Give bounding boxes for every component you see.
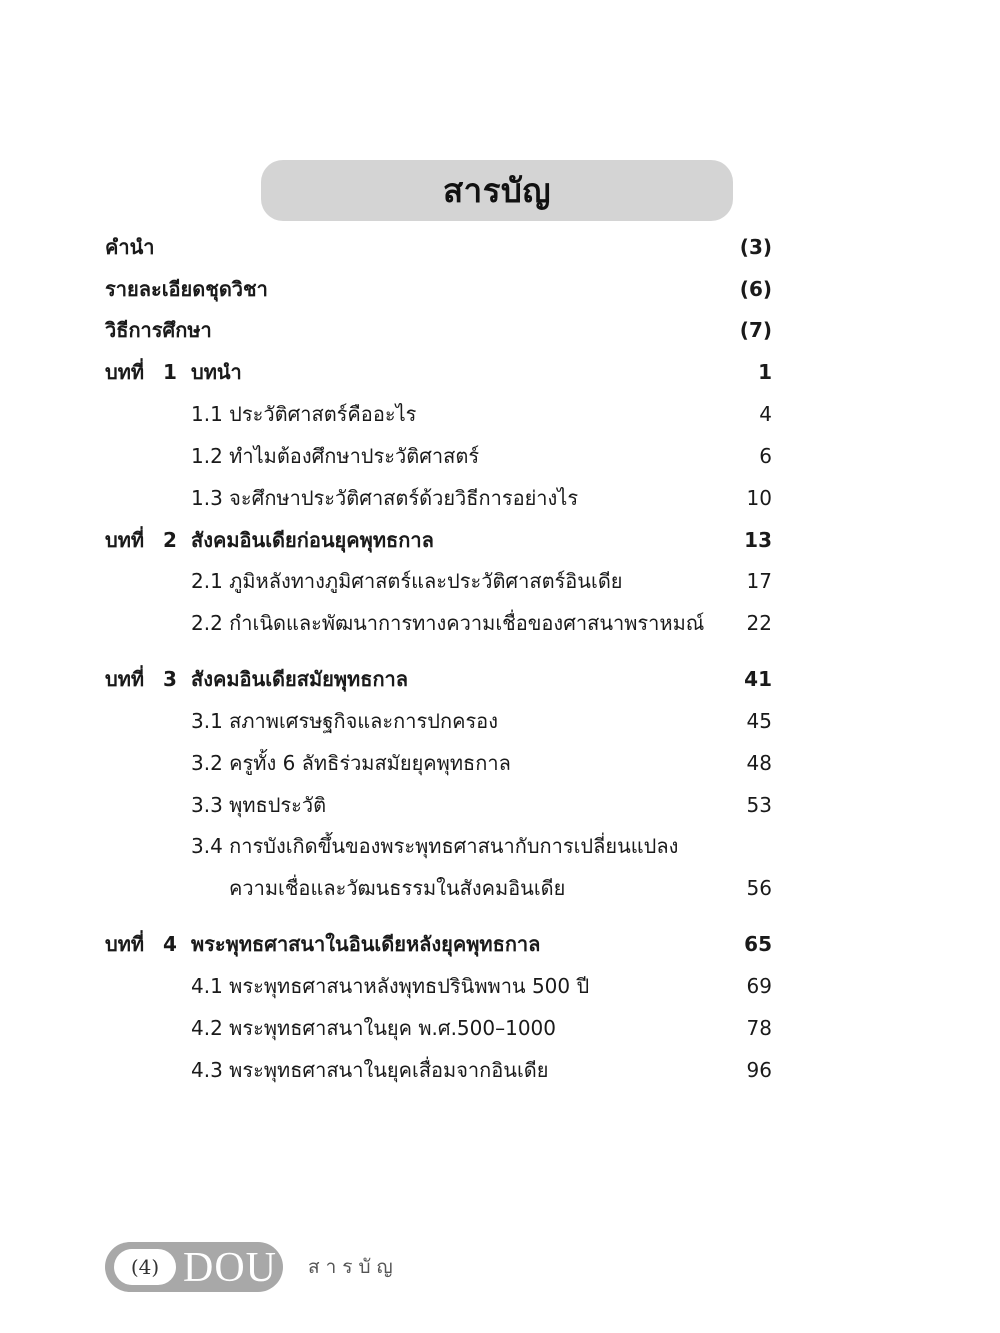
toc-section-3-2[interactable]	[0, 748, 1000, 778]
section-label: 1.3 จะศึกษาประวัติศาสตร์ด้วยวิธีการอย่างไร	[191, 486, 579, 510]
toc-section-4-3[interactable]	[0, 1055, 1000, 1085]
toc-section-2-2[interactable]	[0, 608, 1000, 638]
toc-section-1-1[interactable]	[0, 399, 1000, 429]
toc-chapter-1[interactable]	[0, 357, 1000, 387]
chapter-number: 1	[163, 360, 177, 384]
chapter-number: 2	[163, 528, 177, 552]
section-page: 78	[746, 1016, 772, 1040]
toc-section-3-1[interactable]	[0, 706, 1000, 736]
chapter-page: 65	[744, 932, 772, 956]
section-page: 10	[746, 486, 772, 510]
section-page: 6	[759, 444, 772, 468]
toc-entry-page: (3)	[739, 235, 772, 259]
chapter-title: สังคมอินเดียก่อนยุคพุทธกาล	[191, 528, 434, 552]
chapter-page: 13	[744, 528, 772, 552]
section-label: 3.3 พุทธประวัติ	[191, 793, 327, 817]
toc-chapter-4[interactable]	[0, 929, 1000, 959]
section-label: 1.2 ทำไมต้องศึกษาประวัติศาสตร์	[191, 444, 480, 468]
section-page: 69	[746, 974, 772, 998]
section-page: 96	[746, 1058, 772, 1082]
section-label: 4.3 พระพุทธศาสนาในยุคเสื่อมจากอินเดีย	[191, 1058, 549, 1082]
section-page: 17	[746, 569, 772, 593]
toc-entry-foreword[interactable]	[0, 232, 1000, 262]
section-page: 48	[746, 751, 772, 775]
footer-badge	[105, 1242, 283, 1292]
section-page: 53	[746, 793, 772, 817]
toc-section-3-4[interactable]	[0, 831, 1000, 861]
chapter-title: บทนำ	[191, 360, 242, 384]
section-label: 3.4 การบังเกิดขึ้นของพระพุทธศาสนากับการเปลี่ยนแปลง	[191, 834, 679, 858]
chapter-page: 1	[758, 360, 772, 384]
section-label: 2.2 กำเนิดและพัฒนาการทางความเชื่อของศาสนาพราหมณ์	[191, 611, 705, 635]
footer-page-number: (4)	[114, 1249, 176, 1285]
toc-entry-label: คำนำ	[105, 235, 155, 259]
chapter-title: พระพุทธศาสนาในอินเดียหลังยุคพุทธกาล	[191, 932, 541, 956]
footer-section-name: สารบัญ	[308, 1256, 399, 1278]
footer-brand-logo: DOU	[183, 1245, 277, 1291]
chapter-number: 3	[163, 667, 177, 691]
section-label: 4.2 พระพุทธศาสนาในยุค พ.ศ.500–1000	[191, 1016, 556, 1040]
toc-chapter-3[interactable]	[0, 664, 1000, 694]
section-label: 2.1 ภูมิหลังทางภูมิศาสตร์และประวัติศาสตร์อินเดีย	[191, 569, 623, 593]
toc-section-3-4-continuation[interactable]	[0, 873, 1000, 903]
toc-section-2-1[interactable]	[0, 566, 1000, 596]
toc-chapter-2[interactable]	[0, 525, 1000, 555]
chapter-page: 41	[744, 667, 772, 691]
chapter-prefix: บทที่	[105, 667, 145, 691]
section-label-continuation: ความเชื่อและวัฒนธรรมในสังคมอินเดีย	[229, 876, 566, 900]
page-title: สารบัญ	[443, 171, 551, 210]
toc-section-1-3[interactable]	[0, 483, 1000, 513]
toc-section-3-3[interactable]	[0, 790, 1000, 820]
toc-entry-label: รายละเอียดชุดวิชา	[105, 277, 268, 301]
section-page: 56	[746, 876, 772, 900]
toc-section-4-1[interactable]	[0, 971, 1000, 1001]
toc-entry-label: วิธีการศึกษา	[105, 318, 212, 342]
toc-section-1-2[interactable]	[0, 441, 1000, 471]
toc-section-4-2[interactable]	[0, 1013, 1000, 1043]
section-page: 4	[759, 402, 772, 426]
toc-entry-page: (7)	[739, 318, 772, 342]
section-label: 4.1 พระพุทธศาสนาหลังพุทธปรินิพพาน 500 ปี	[191, 974, 590, 998]
chapter-prefix: บทที่	[105, 932, 145, 956]
section-label: 1.1 ประวัติศาสตร์คืออะไร	[191, 402, 417, 426]
toc-entry-page: (6)	[739, 277, 772, 301]
section-page: 22	[746, 611, 772, 635]
chapter-prefix: บทที่	[105, 528, 145, 552]
section-label: 3.2 ครูทั้ง 6 ลัทธิร่วมสมัยยุคพุทธกาล	[191, 751, 511, 775]
chapter-prefix: บทที่	[105, 360, 145, 384]
chapter-number: 4	[163, 932, 177, 956]
section-label: 3.1 สภาพเศรษฐกิจและการปกครอง	[191, 709, 498, 733]
toc-entry-course-details[interactable]	[0, 274, 1000, 304]
toc-entry-study-method[interactable]	[0, 315, 1000, 345]
section-page: 45	[746, 709, 772, 733]
chapter-title: สังคมอินเดียสมัยพุทธกาล	[191, 667, 409, 691]
